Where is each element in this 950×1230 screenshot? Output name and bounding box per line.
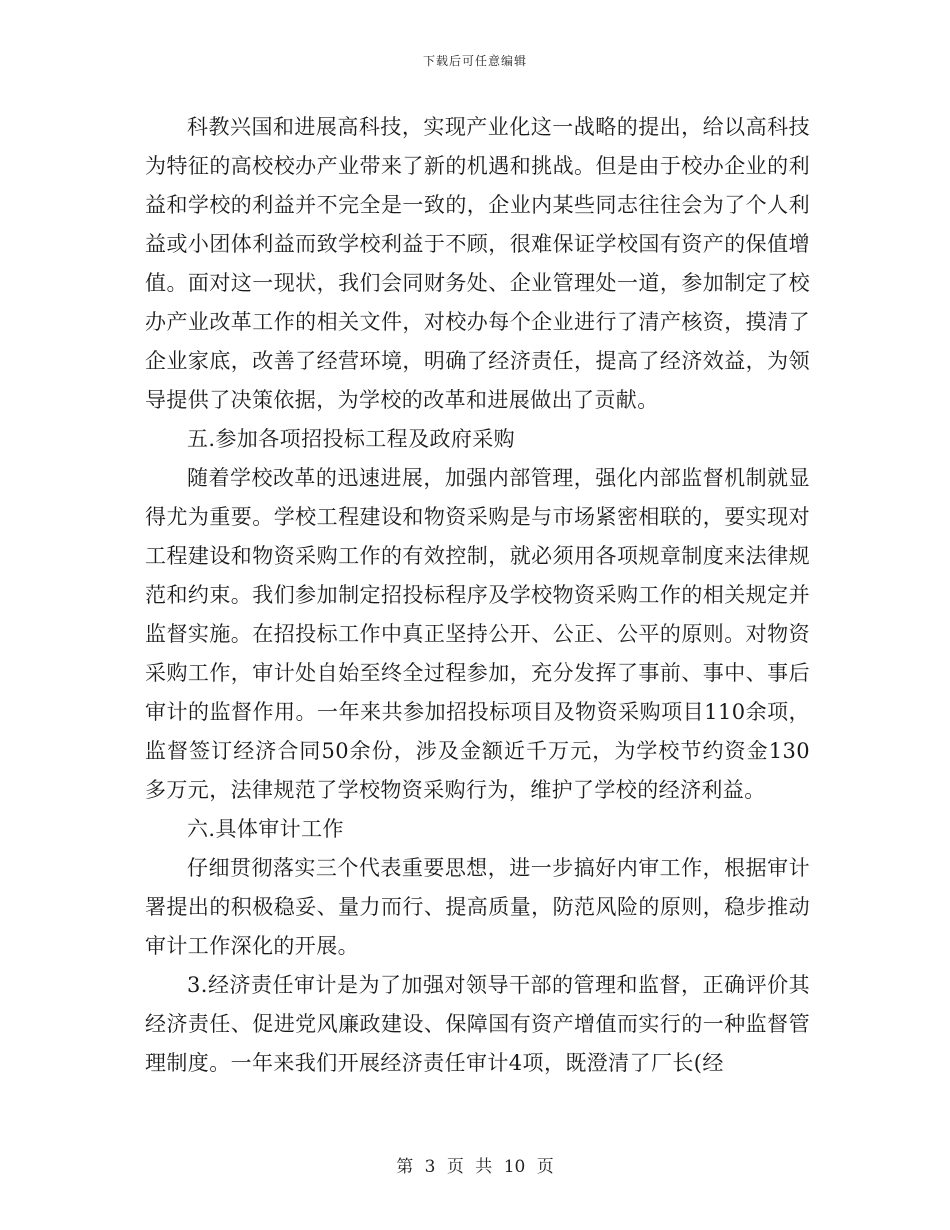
paragraph-economic-responsibility: 3.经济责任审计是为了加强对领导干部的管理和监督，正确评价其经济责任、促进党风廉政建设、保障国有资产增值而实行的一种监督管理制度。一年来我们开展经济责任审计4项，既澄清了厂长(经 <box>145 973 810 1075</box>
section-heading-six: 六.具体审计工作 <box>187 817 344 841</box>
page-header-note: 下载后可任意编辑 <box>422 54 527 68</box>
paragraph-procurement: 随着学校改革的迅速进展，加强内部管理，强化内部监督机制就显得尤为重要。学校工程建设和物资采购是与市场紧密相联的，要实现对工程建设和物资采购工作的有效控制，就必须用各项规章制度来法律规范和约束。我们参加制定招投标程序及学校物资采购工作的相关规定并监督实施。在招投标工作中真正坚持公开、公正、公平的原则。对物资采购工作，审计处自始至终全过程参加，充分发挥了事前、事中、事后审计的监督作用。一年来共参加招投标项目及物资采购项目110余项，监督签订经济合同50余份，涉及金额近千万元，为学校节约资金130多万元，法律规范了学校物资采购行为，维护了学校的经济利益。 <box>145 466 810 802</box>
paragraph-audit-principles: 仔细贯彻落实三个代表重要思想，进一步搞好内审工作，根据审计署提出的积极稳妥、量力而行、提高质量，防范风险的原则，稳步推动审计工作深化的开展。 <box>145 856 810 958</box>
section-heading-five: 五.参加各项招投标工程及政府采购 <box>187 427 516 451</box>
page-number-footer: 第 3 页 共 10 页 <box>396 1157 554 1177</box>
document-body <box>145 108 810 1083</box>
paragraph-enterprise-audit: 科教兴国和进展高科技，实现产业化这一战略的提出，给以高科技为特征的高校校办产业带来了新的机遇和挑战。但是由于校办企业的利益和学校的利益并不完全是一致的，企业内某些同志往往会为了个人利益或小团体利益而致学校利益于不顾，很难保证学校国有资产的保值增值。面对这一现状，我们会同财务处、企业管理处一道，参加制定了校办产业改革工作的相关文件，对校办每个企业进行了清产核资，摸清了企业家底，改善了经营环境，明确了经济责任，提高了经济效益，为领导提供了决策依据，为学校的改革和进展做出了贡献。 <box>145 115 810 412</box>
